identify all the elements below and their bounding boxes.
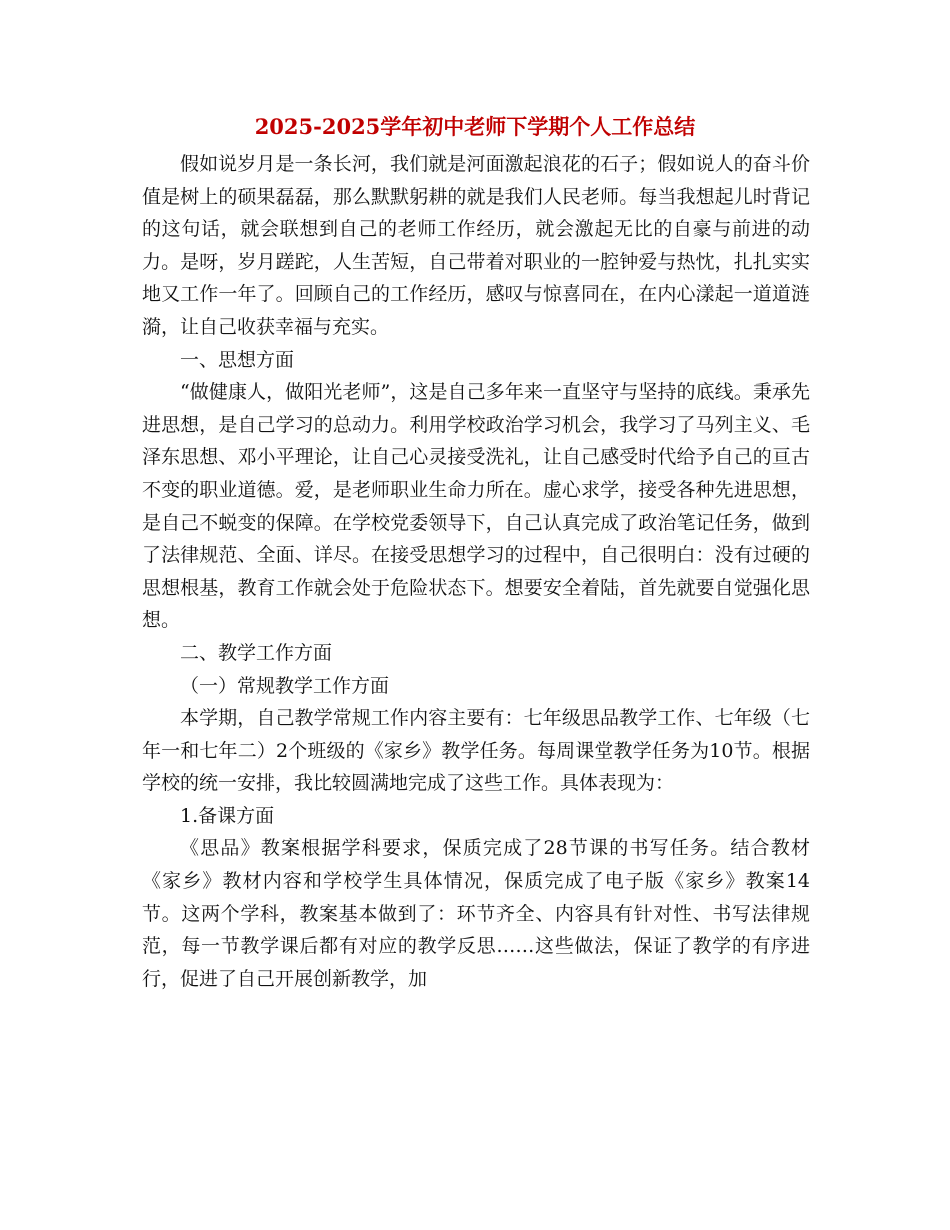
section-heading-thought: 一、思想方面 — [180, 348, 295, 371]
document-title: 2025-2025学年初中老师下学期个人工作总结 — [254, 114, 696, 139]
lesson-prep-paragraph: 《思品》教案根据学科要求，保质完成了28节课的书写任务。结合教材《家乡》教材内容和学校学生具体情况，保质完成了电子版《家乡》教案14节。这两个学科，教案基本做到了：环节齐全、内容具有针对性、书写法律规范，每一节教学课后都有对应的教学反思……这些做法，保证了教学的有序进行，促进了自己开展创新教学，加 — [142, 837, 810, 990]
intro-paragraph: 假如说岁月是一条长河，我们就是河面激起浪花的石子；假如说人的奋斗价值是树上的硕果磊磊，那么默默躬耕的就是我们人民老师。每当我想起儿时背记的这句话，就会联想到自己的老师工作经历，就会激起无比的自豪与前进的动力。是呀，岁月蹉跎，人生苦短，自己带着对职业的一腔钟爱与热忱，扎扎实实地又工作一年了。回顾自己的工作经历，感叹与惊喜同在，在内心漾起一道道涟漪，让自己收获幸福与充实。 — [142, 153, 810, 338]
routine-paragraph: 本学期，自己教学常规工作内容主要有：七年级思品教学工作、七年级（七年一和七年二）2个班级的《家乡》教学任务。每周课堂教学任务为10节。根据学校的统一安排，我比较圆满地完成了这些工作。具体表现为： — [142, 707, 810, 795]
subsection-heading-routine: （一）常规教学工作方面 — [180, 674, 390, 697]
document-body — [142, 148, 810, 995]
section-heading-teaching: 二、教学工作方面 — [180, 641, 333, 664]
thought-paragraph: “做健康人，做阳光老师”，这是自己多年来一直坚守与坚持的底线。秉承先进思想，是自己学习的总动力。利用学校政治学习机会，我学习了马列主义、毛泽东思想、邓小平理论，让自己心灵接受洗礼，让自己感受时代给予自己的亘古不变的职业道德。爱，是老师职业生命力所在。虚心求学，接受各种先进思想，是自己不蜕变的保障。在学校党委领导下，自己认真完成了政治笔记任务，做到了法律规范、全面、详尽。在接受思想学习的过程中，自己很明白：没有过硬的思想根基，教育工作就会处于危险状态下。想要安全着陆，首先就要自觉强化思想。 — [142, 381, 810, 632]
item-heading-lesson-prep: 1.备课方面 — [180, 804, 275, 827]
